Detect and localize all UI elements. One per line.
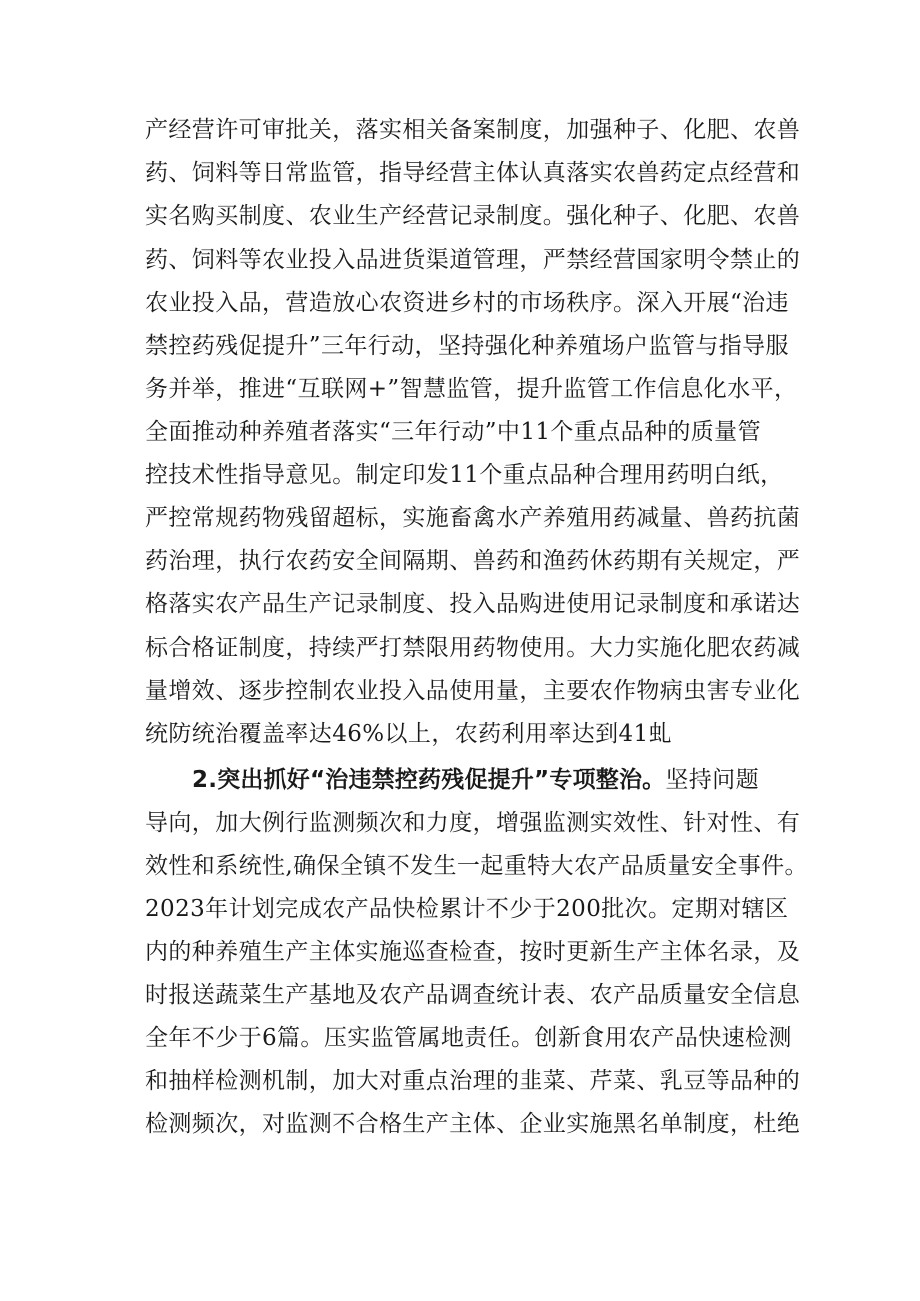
paragraph-2-line-3: 效性和系统性,确保全镇不发生一起重特大农产品质量安全事件。 [145,853,808,879]
paragraph-1-line-4: 药、饲料等农业投入品进货渠道管理，严禁经营国家明令禁止的 [145,247,801,273]
paragraph-1-line-6: 禁控药残促提升”三年行动，坚持强化种养殖场户监管与指导服 [145,333,789,359]
paragraph-2-first-line [192,760,795,800]
paragraph-2-line-5: 内的种养殖生产主体实施巡查检查，按时更新生产主体名录，及 [145,939,801,965]
paragraph-2-line-2: 导向，加大例行监测频次和力度，增强监测实效性、针对性、有 [145,810,801,836]
paragraph-1-line-12: 格落实农产品生产记录制度、投入品购进使用记录制度和承诺达 [145,591,801,617]
paragraph-2-heading-tail: 坚持问题 [665,767,759,793]
paragraph-1-line-2: 药、饲料等日常监管，指导经营主体认真落实农兽药定点经营和 [145,160,801,186]
paragraph-1-line-1: 产经营许可审批关，落实相关备案制度，加强种子、化肥、农兽 [145,117,801,143]
paragraph-2-line-4: 2023年计划完成农产品快检累计不少于200批次。定期对辖区 [145,896,789,922]
paragraph-2-line-9: 检测频次，对监测不合格生产主体、企业实施黑名单制度，杜绝 [145,1111,801,1137]
paragraph-1-line-5: 农业投入品，营造放心农资进乡村的市场秩序。深入开展“治违 [145,290,789,316]
paragraph-2-line-6: 时报送蔬菜生产基地及农产品调查统计表、农产品质量安全信息 [145,982,801,1008]
paragraph-2-line-8: 和抽样检测机制，加大对重点治理的韭菜、芹菜、乳豆等品种的 [145,1068,801,1094]
paragraph-1-line-7: 务并举，推进“互联网+”智慧监管，提升监管工作信息化水平， [145,376,798,402]
paragraph-2-line-7: 全年不少于6篇。压实监管属地责任。创新食用农产品快速检测 [145,1025,792,1051]
paragraph-1-line-10: 严控常规药物残留超标，实施畜禽水产养殖用药减量、兽药抗菌 [145,505,801,531]
paragraph-1-line-9: 控技术性指导意见。制定印发11个重点品种合理用药明白纸， [145,462,784,488]
paragraph-1-line-8: 全面推动种养殖者落实“三年行动”中11个重点品种的质量管 [145,419,761,445]
paragraph-1-line-3: 实名购买制度、农业生产经营记录制度。强化种子、化肥、农兽 [145,203,801,229]
paragraph-1-line-14: 量增效、逐步控制农业投入品使用量，主要农作物病虫害专业化 [145,678,801,704]
paragraph-1-line-15: 统防统治覆盖率达46%以上，农药利用率达到41虬 [145,721,672,747]
paragraph-2-heading: 2.突出抓好“治违禁控药残促提升”专项整治。 [192,767,666,793]
paragraph-1-line-11: 药治理，执行农药安全间隔期、兽药和渔药休药期有关规定，严 [145,548,801,574]
paragraph-1-line-13: 标合格证制度，持续严打禁限用药物使用。大力实施化肥农药减 [145,635,801,661]
